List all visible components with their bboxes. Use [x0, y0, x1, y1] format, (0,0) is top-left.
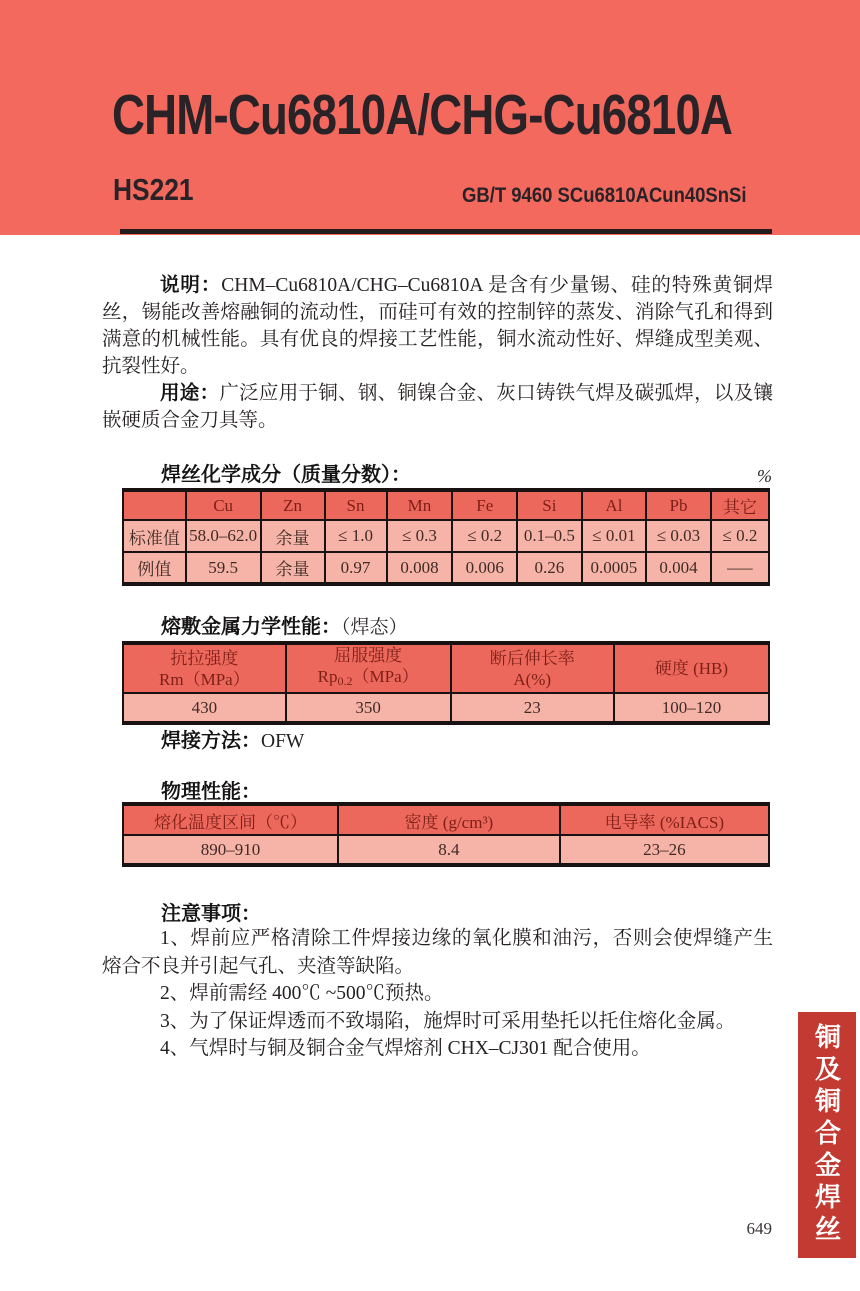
usage-label: 用途：	[160, 382, 220, 404]
model-code: HS221	[113, 172, 194, 207]
note-item: 2、焊前需经 400℃ ~500℃预热。	[160, 983, 444, 1004]
chem-col-mn: Mn	[387, 490, 453, 520]
mech-col-yield	[286, 643, 451, 693]
intro-paragraph	[102, 272, 773, 380]
usage-paragraph	[102, 380, 773, 434]
note-item: 3、为了保证焊透而不致塌陷，施焊时可采用垫托以托住熔化金属。	[160, 1010, 736, 1032]
chemical-unit: %	[757, 466, 772, 486]
mech-cell: 23	[451, 693, 614, 723]
chem-cell: 0.97	[325, 552, 387, 584]
welding-method-label: 焊接方法：	[161, 730, 261, 752]
welding-method-value: OFW	[261, 731, 305, 752]
usage-text: 广泛应用于铜、钢、铜镍合金、灰口铸铁气焊及碳弧焊，以及镶嵌硬质合金刀具等。	[102, 383, 773, 431]
chem-row-label: 例值	[123, 552, 186, 584]
chem-col-fe: Fe	[452, 490, 517, 520]
mech-header-line2: Rm（MPa）	[159, 669, 250, 689]
chem-col-al: Al	[582, 490, 647, 520]
mech-col-hardness: 硬度 (HB)	[614, 643, 769, 693]
chem-col-zn: Zn	[261, 490, 325, 520]
phys-col-melting: 熔化温度区间（℃）	[123, 804, 338, 835]
chemical-composition-table	[122, 488, 770, 586]
phys-cell: 23–26	[560, 835, 769, 865]
phys-col-conductivity: 电导率 (%IACS)	[560, 804, 769, 835]
physical-properties-table	[122, 802, 770, 867]
chem-cell: 59.5	[186, 552, 261, 584]
chem-cell: ≤ 0.03	[646, 520, 711, 552]
notes-title: 注意事项：	[161, 903, 261, 925]
chem-cell: ≤ 0.01	[582, 520, 647, 552]
standard-code: GB/T 9460 SCu6810ACun40SnSi	[462, 184, 747, 207]
category-side-tab	[798, 1012, 856, 1258]
mech-cell: 350	[286, 693, 451, 723]
mech-header-line1: 屈服强度	[334, 646, 403, 665]
phys-cell: 890–910	[123, 835, 338, 865]
notes-list	[102, 925, 773, 1063]
chem-cell: 0.004	[646, 552, 711, 584]
notes-section-header	[161, 897, 772, 926]
mech-cell: 100–120	[614, 693, 769, 723]
intro-text: CHM–Cu6810A/CHG–Cu6810A 是含有少量锡、硅的特殊黄铜焊丝，锡能改善熔融铜的流动性，而硅可有效的控制锌的蒸发、消除气孔和得到满意的机械性能。具有优良的焊接工艺性能，铜水流动性好、焊缝成型美观、抗裂性好。	[102, 275, 773, 377]
welding-method-row	[161, 724, 304, 753]
chem-cell: 0.008	[387, 552, 453, 584]
mech-header-line2: A(%)	[513, 669, 552, 689]
mech-value-row	[123, 693, 769, 723]
product-title: CHM-Cu6810A/CHG-Cu6810A	[112, 83, 733, 147]
mech-col-tensile	[123, 643, 286, 693]
mech-header-row	[123, 643, 769, 693]
phys-col-density: 密度 (g/cm³)	[338, 804, 560, 835]
chemical-title: 焊丝化学成分（质量分数）：	[161, 464, 411, 486]
chem-standard-row	[123, 520, 769, 552]
chem-row-label: 标准值	[123, 520, 186, 552]
mechanical-title-suffix: （焊态）	[341, 617, 408, 638]
mech-col-elongation	[451, 643, 614, 693]
note-item: 4、气焊时与铜及铜合金气焊熔剂 CHX–CJ301 配合使用。	[160, 1038, 651, 1059]
mech-header-line1: 抗拉强度	[170, 648, 239, 668]
phys-header-row	[123, 804, 769, 835]
chem-cell: ≤ 0.2	[711, 520, 769, 552]
phys-value-row	[123, 835, 769, 865]
chem-col-pb: Pb	[646, 490, 711, 520]
banner-divider-rule	[120, 229, 772, 234]
mechanical-section-header	[161, 610, 772, 639]
chem-cell: 0.0005	[582, 552, 647, 584]
banner	[0, 0, 860, 235]
chem-cell: ≤ 1.0	[325, 520, 387, 552]
chemical-section-header	[161, 458, 772, 487]
chem-example-row	[123, 552, 769, 584]
category-side-tab-label: 铜及铜合金焊丝	[811, 1023, 842, 1247]
chem-cell: 0.006	[452, 552, 517, 584]
chem-col-blank	[123, 490, 186, 520]
chem-cell: ≤ 0.2	[452, 520, 517, 552]
mech-header-line2-pre: Rp	[317, 667, 338, 686]
mechanical-title: 熔敷金属力学性能：	[161, 616, 341, 638]
chem-cell: 余量	[261, 520, 325, 552]
chem-cell: 58.0–62.0	[186, 520, 261, 552]
intro-label: 说明：	[160, 274, 222, 296]
physical-section-header	[161, 775, 772, 804]
chem-cell: ≤ 0.3	[387, 520, 453, 552]
page-number: 649	[746, 1219, 772, 1238]
description-block	[102, 272, 773, 434]
chem-cell: 0.1–0.5	[517, 520, 582, 552]
mech-header-line1: 断后伸长率	[489, 648, 575, 668]
mech-header-line2-post: （MPa）	[352, 667, 419, 686]
chem-cell: 0.26	[517, 552, 582, 584]
chem-col-other: 其它	[711, 490, 769, 520]
phys-cell: 8.4	[338, 835, 560, 865]
chem-col-cu: Cu	[186, 490, 261, 520]
chem-header-row	[123, 490, 769, 520]
chem-col-sn: Sn	[325, 490, 387, 520]
mech-cell: 430	[123, 693, 286, 723]
chem-cell: 余量	[261, 552, 325, 584]
mechanical-title-wrap	[161, 610, 408, 639]
chem-cell: –––	[711, 552, 769, 584]
physical-title: 物理性能：	[161, 781, 261, 803]
mechanical-properties-table	[122, 641, 770, 725]
mech-header-line2-sub: 0.2	[337, 674, 353, 688]
note-item: 1、焊前应严格清除工件焊接边缘的氧化膜和油污，否则会使焊缝产生熔合不良并引起气孔、夹渣等缺陷。	[102, 928, 773, 977]
chem-col-si: Si	[517, 490, 582, 520]
